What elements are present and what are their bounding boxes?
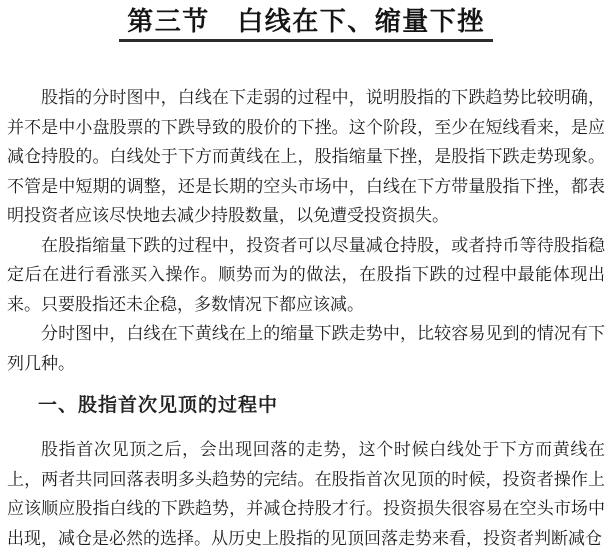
page-body xyxy=(0,83,612,553)
paragraph-1: 股指的分时图中，白线在下走弱的过程中，说明股指的下跌趋势比较明确，并不是中小盘股票的下跌导致的股价的下挫。这个阶段，至少在短线看来，是应减仓持股的。白线处于下方而黄线在上，股指缩量下挫，是股指下跌走势现象。不管是中短期的调整，还是长期的空头市场中，白线在下方带量股指下挫，都表明投资者应该尽快地去减少持股数量，以免遭受投资损失。 xyxy=(7,88,605,225)
subsection-heading: 一、股指首次见顶的过程中 xyxy=(38,395,279,416)
paragraph-3: 分时图中，白线在下黄线在上的缩量下跌走势中，比较容易见到的情况有下列几种。 xyxy=(7,324,605,373)
section-title-row xyxy=(0,0,612,42)
paragraph-2: 在股指缩量下跌的过程中，投资者可以尽量减仓持股，或者持币等待股指稳定后在进行看涨买入操作。顺势而为的做法，在股指下跌的过程中最能体现出来。只要股指还未企稳，多数情况下都应该减。 xyxy=(7,235,605,314)
section-title: 第三节 白线在下、缩量下挫 xyxy=(119,7,493,42)
paragraph-4: 股指首次见顶之后，会出现回落的走势，这个时候白线处于下方而黄线在上，两者共同回落表明多头趋势的完结。在股指首次见顶的时候，投资者操作上应该顺应股指白线的下跌趋势，并减仓持股才行。投资损失很容易在空头市场中出现，减仓是必然的选择。从历史上股指的见顶回落走势来看，投资者判断减仓 xyxy=(7,440,605,548)
